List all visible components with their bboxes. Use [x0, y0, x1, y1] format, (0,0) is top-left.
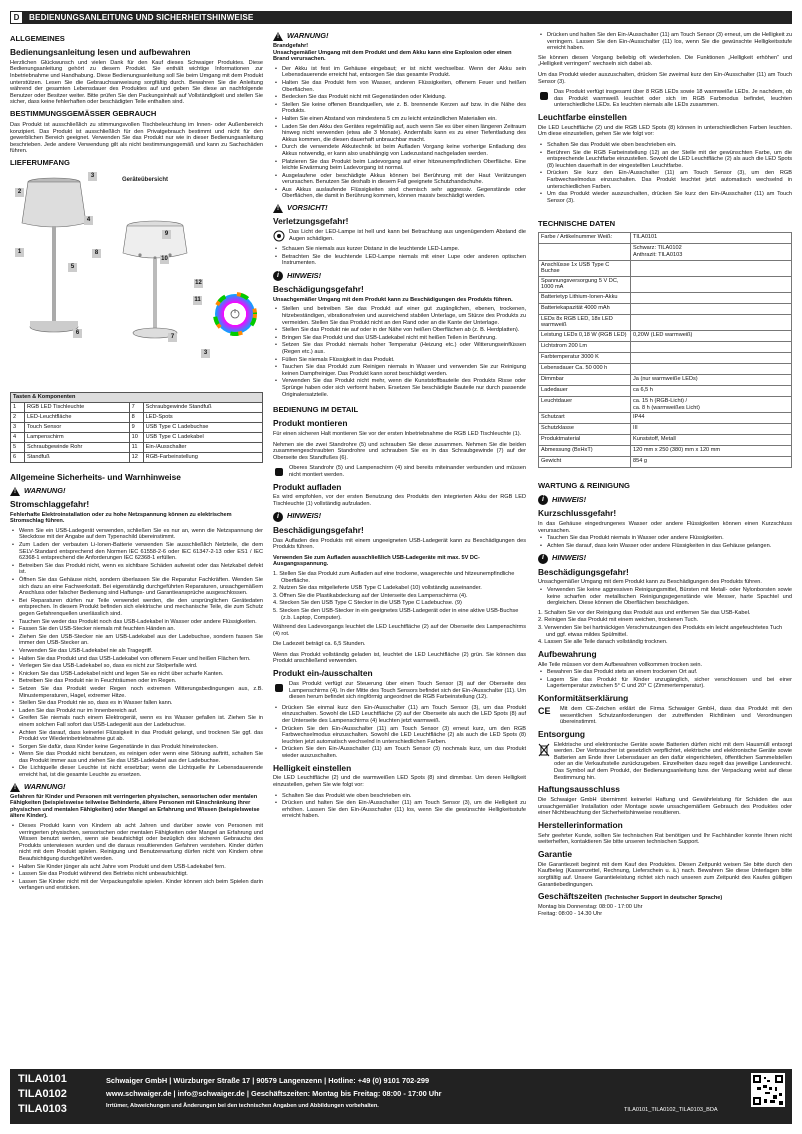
- info-icon: i: [273, 512, 283, 522]
- list-item: • Berühren Sie die RGB Farbeinstellung (12) an der Stelle mit der gewünschten Farbe, um die entsprechende Leuchtfarbe einzustellen. Sowohl die LED Leuchtfläche (2) als auch die LED Spots (8) leuchten dauerhaft in der eingestellten Leuchtfarbe.: [538, 150, 792, 170]
- warning-icon: !: [10, 487, 20, 496]
- callout: 3: [201, 349, 210, 358]
- step-item: 1. Schalten Sie vor der Reinigung das Produkt aus und entfernen Sie das USB-Kabel.: [538, 609, 751, 616]
- list-item: • Drücken und halten Sie den Ein-/Ausschalter (11) am Touch Sensor (3), um die Helligkeit zu erhöhen. Lassen Sie den Ein-/Ausschalter (11) los, wenn Sie die gewünschte Helligkeitsstufe erreicht haben.: [273, 800, 526, 820]
- list-item: • Füllen Sie niemals Flüssigkeit in das Produkt.: [273, 357, 526, 364]
- list-item: • Lassen Sie das Produkt während des Betriebs nicht unbeaufsichtigt.: [10, 871, 263, 878]
- section-allgemeines: ALLGEMEINES: [10, 34, 65, 43]
- hand-icon: [273, 682, 285, 694]
- list-item: • Tauchen Sie weder das Produkt noch das USB-Ladekabel in Wasser oder andere Flüssigkeiten.: [10, 619, 263, 626]
- company-contact: www.schwaiger.de | info@schwaiger.de | Geschäftszeiten: Montag bis Freitag: 08:00 - 17:00 Uhr: [106, 1089, 442, 1098]
- shock-subtitle: Fehlerhafte Elektroinstallation oder zu hohe Netzspannung können zu elektrischem Stromschlag führen.: [10, 511, 232, 525]
- model-numbers: [18, 1072, 67, 1117]
- spec-row: [539, 260, 792, 276]
- spec-row: [539, 292, 792, 303]
- short-circuit-list: [538, 535, 792, 549]
- language-letter: D: [10, 11, 23, 24]
- model-number: TILA0101: [18, 1073, 67, 1085]
- notice-label: i HINWEIS!: [538, 495, 792, 505]
- callout: 1: [15, 248, 24, 257]
- model-number: TILA0103: [18, 1103, 67, 1115]
- liability-text: Die Schwaiger GmbH übernimmt keinerlei Haftung und Gewährleistung für Schäden die aus unsachgemäßer Installation oder Montage sowie unsachgemäßem Gebrauch des Produktes oder einer Nichtbeachtung der Sicherheitshinweise resultieren.: [538, 797, 792, 817]
- conformity-note: CE Mit dem CE-Zeichen erklärt die Firma Schwaiger GmbH, dass das Produkt mit den wesentlichen Schutzanforderungen der zutreffenden Richtlinien und Verordnungen übereinstimmt.: [538, 705, 792, 726]
- list-item: • Stellen Sie das Produkt nie so, dass es in Wasser fallen kann.: [10, 700, 263, 707]
- spec-row: [539, 303, 792, 314]
- spec-row: [539, 233, 792, 244]
- list-item: • Wenn Sie ein USB-Ladegerät verwenden, schließen Sie es nur an, wenn die Netzspannung der Steckdose mit der Angabe auf dem Typenschild übereinstimmt.: [10, 528, 263, 541]
- spec-cell: ca 6,5 h: [631, 386, 792, 397]
- power-heading: Produkt ein-/ausschalten: [273, 668, 373, 679]
- tech-heading: TECHNISCHE DATEN: [538, 219, 616, 229]
- spec-row: [539, 244, 792, 260]
- spec-cell: Ja (nur warmweiße LEDs): [631, 375, 792, 386]
- spec-cell: [631, 342, 792, 353]
- column-2: [273, 32, 526, 896]
- disposal-heading: Entsorgung: [538, 728, 585, 739]
- list-item: • Bewahren Sie das Produkt stets an einem trockenen Ort auf.: [538, 669, 792, 676]
- scope-heading: LIEFERUMFANG: [10, 157, 70, 167]
- damage-subtitle: Unsachgemäßer Umgang mit dem Produkt kann zu Beschädigungen des Produkts führen.: [273, 296, 513, 303]
- spec-cell: [631, 292, 792, 303]
- callout: 5: [68, 263, 77, 272]
- warning-icon: !: [10, 783, 20, 792]
- spec-cell: Leistung LEDs 0,18 W (RGB LED): [539, 331, 631, 342]
- step-item: 1. Stellen Sie das Produkt zum Aufladen auf eine trockene, waagerechte und hitzeunempfindliche Oberfläche.: [273, 570, 515, 584]
- warning-label: ! WARNUNG!: [273, 32, 526, 41]
- column-1: [10, 32, 263, 896]
- spec-cell: [631, 276, 792, 292]
- injury-heading: Verletzungsgefahr!: [273, 216, 349, 227]
- lamp-drawing: [10, 171, 263, 386]
- caution-label: ! VORSICHT!: [273, 204, 526, 213]
- list-item: • Sorgen Sie dafür, dass Kinder keine Gegenstände in das Produkt hineinstecken.: [10, 744, 263, 751]
- spec-cell: [631, 303, 792, 314]
- step-item: 2. Reinigen Sie das Produkt mit einem weichen, trockenen Tuch.: [538, 617, 699, 624]
- step-item: 4. Stecken Sie den USB Type C Stecker in die USB Type C Ladebuchse. (9): [273, 600, 462, 607]
- list-item: • Tauchen Sie das Produkt niemals in Wasser oder andere Flüssigkeiten.: [538, 535, 792, 542]
- column-3: [538, 32, 792, 917]
- fire-subtitle: Unsachgemäßer Umgang mit dem Produkt und dem Akku kann eine Explosion oder einen Brand verursachen.: [273, 49, 512, 63]
- cleaning-steps: [538, 610, 792, 646]
- brightness-text-3: Um das Produkt wieder auszuschalten, drücken Sie zweimal kurz den Ein-/Ausschalter (11) am Touch Sensor (3).: [538, 71, 792, 85]
- warning-icon: !: [273, 32, 283, 41]
- led-note: Das Produkt verfügt insgesamt über 8 RGB LEDs sowie 18 warmweiße LEDs. Je nachdem, ob das Produkt warmweiß leuchtet oder sich im RGB Farbmodus befindet, leuchten unterschiedliche LEDs. Es leuchten niemals alle LEDs zusammen.: [538, 89, 792, 109]
- list-item: • Schauen Sie niemals aus kurzer Distanz in die leuchtende LED-Lampe.: [273, 246, 526, 253]
- spec-cell: Dimmbar: [539, 375, 631, 386]
- fire-list: [273, 66, 526, 200]
- list-item: • Ausgelaufene oder beschädigte Akkus können bei Berührung mit der Haut Verätzungen verursachen. Benutzen Sie deshalb in diesem Fall geeignete Schutzhandschuhe.: [273, 173, 526, 186]
- list-item: • Fassen Sie den USB-Stecker niemals mit feuchten Händen an.: [10, 626, 263, 633]
- callout: 8: [92, 249, 101, 258]
- list-item: • Drücken und halten Sie den Ein-/Ausschalter (11) am Touch Sensor (3) erneut, um die Helligkeit zu verringern. Lassen Sie den Ein-/Ausschalter (11) los, wenn Sie die gewünschte Helligkeitsstufe erreicht haben.: [538, 32, 792, 52]
- header-bar: [10, 11, 792, 24]
- disposal-note: Elektrische und elektronische Geräte sowie Batterien dürfen nicht mit dem Hausmüll entsorgt werden. Der Verbraucher ist gesetzlich verpflichtet, elektrische und elektronische Geräte sowie Batterien am Ende ihrer Lebensdauer an den dafür eingerichteten, öffentlichen Sammelstellen oder an die Verkaufsstelle zurückzugeben. Einzelheiten dazu regelt das jeweilige Landesrecht. Das Symbol auf dem Produkt, der Bedienungsanleitung bzw. der Verpackung weist auf diese Bestimmung hin.: [538, 742, 792, 782]
- damage-heading-3: Beschädigungsgefahr!: [538, 566, 629, 577]
- color-heading: Leuchtfarbe einstellen: [538, 111, 627, 122]
- table-row: 3 Touch Sensor 9 USB Type C Ladebuchse: [11, 422, 263, 432]
- list-item: • Drücken Sie einmal kurz den Ein-/Ausschalter (11) am Touch Sensor (3), um das Produkt einzuschalten. Sowohl die LED Leuchtfläche (2) auf der Oberseite als auch die LED Spots (8) auf der Unterseite des Lampenschirms (4) leuchten jetzt warmweiß.: [273, 705, 526, 725]
- notice-label: i HINWEIS!: [273, 512, 526, 522]
- callout: 7: [168, 333, 177, 342]
- list-item: • Lassen Sie Kinder nicht mit der Verpackungsfolie spielen. Kinder können sich beim Spielen darin verfangen und ersticken.: [10, 879, 263, 892]
- hand-icon: [538, 90, 550, 102]
- list-item: • Bedecken Sie das Produkt nicht mit Gegenständen oder Kleidung.: [273, 94, 526, 101]
- brightness-text: Die LED Leuchtfläche (2) und die warmweißen LED Spots (8) sind dimmbar. Um deren Helligkeit einzustellen, gehen Sie wie folgt vor:: [273, 775, 526, 789]
- shock-list: [10, 528, 263, 779]
- hours-line-2: Freitag: 08:00 - 14.30 Uhr: [538, 910, 603, 917]
- footer-bar: [10, 1069, 792, 1124]
- list-item: • Greifen Sie niemals nach einem Elektrogerät, wenn es ins Wasser gefallen ist. Ziehen Sie in einem solchen Fall sofort das USB-Ladegerät aus der Ladebuchse.: [10, 715, 263, 728]
- charge-steps: [273, 571, 526, 621]
- spec-cell: Farbe / Artikelnummer Weiß:: [539, 233, 631, 244]
- hours-line-1: Montag bis Donnerstag: 08:00 - 17:00 Uhr: [538, 904, 643, 911]
- damage-heading: Beschädigungsgefahr!: [273, 283, 364, 294]
- list-item: • Aus Akkus auslaufende Flüssigkeiten sind chemisch sehr aggressiv. Gegenstände oder Oberflächen, die damit in Berührung kommen, können massiv beschädigt werden.: [273, 187, 526, 200]
- spec-cell: Kunststoff, Metall: [631, 435, 792, 446]
- intended-use-text: Das Produkt ist ausschließlich zu stimmungsvollen Tischbeleuchtung im Innen- oder Außenbereich konzipiert. Das Produkt ist ausschließlich für den Privatgebrauch bestimmt und nicht für den gewerblichen Bereich geeignet. Verwenden Sie das Produkt nur wie in dieser Bedienungsanleitung beschrieben. Jede andere Verwendung gilt als nicht bestimmungsgemäß und kann zu Sachschäden führen.: [10, 121, 263, 155]
- spec-row: [539, 435, 792, 446]
- color-text: Die LED Leuchtfläche (2) und die RGB LED Spots (8) können in unterschiedlichen Farben leuchten. Um diese einzustellen, gehen Sie wie folgt vor:: [538, 124, 792, 138]
- conformity-heading: Konformitätserklärung: [538, 693, 629, 704]
- spec-cell: Abmessung (BxHxT): [539, 446, 631, 457]
- injury-list: [273, 246, 526, 267]
- list-item: • Bei Reparaturen dürfen nur Teile verwendet werden, die den ursprünglichen Gerätedaten entsprechen. In diesem Produkt befinden sich elektrische und mechanische Teile, die zum Schutz gegen Gefahrenquellen unerlässlich sind.: [10, 598, 263, 618]
- spec-row: [539, 331, 792, 342]
- callout: 3: [88, 172, 97, 181]
- spec-row: [539, 397, 792, 413]
- components-table: [10, 392, 263, 463]
- warranty-text: Die Garantiezeit beginnt mit dem Kauf des Produktes. Diesen Zeitpunkt weisen Sie bitte durch den Kaufbeleg (Kassenzettel, Rechnung, Lieferschein u. ä.) nach. Bewahren Sie diese Unterlagen bitte sorgfältig auf. Unsere Garantieleistung richtet sich nach unseren zum Zeitpunkt des Kaufes gültigen Garantiebedingungen.: [538, 861, 792, 888]
- list-item: • Betreiben Sie das Produkt nie in Feuchträumen oder im Regen.: [10, 678, 263, 685]
- charge-text-3: Die Ladezeit beträgt ca. 6,5 Stunden.: [273, 641, 366, 648]
- list-item: • Lagern Sie das Produkt für Kinder unzugänglich, sicher verschlossen und bei einer Lagertemperatur zwischen 5° C und 20° C (Zimmertemperatur).: [538, 677, 792, 690]
- list-item: • Bringen Sie das Produkt und das USB-Ladekabel nicht mit heißen Teilen in Berührung.: [273, 335, 526, 342]
- spec-cell: III: [631, 424, 792, 435]
- manufacturer-text: Sehr geehrter Kunde, sollten Sie technischen Rat benötigen und Ihr Fachhändler konnte Ihnen nicht weiterhelfen, kontaktieren Sie bitte unseren technischen Support.: [538, 832, 792, 846]
- spec-cell: Lebensdauer Ca. 50 000 h: [539, 364, 631, 375]
- list-item: • Achten Sie darauf, dass kein Wasser oder andere Flüssigkeiten in das Gehäuse gelangen.: [538, 543, 792, 550]
- table-row: 2 LED-Leuchtfläche 8 LED-Spots: [11, 412, 263, 422]
- list-item: • Die Lichtquelle dieser Leuchte ist nicht ersetzbar; wenn die Lichtquelle ihr Lebensdauerende erreicht hat, ist die gesamte Leuchte zu ersetzen.: [10, 765, 263, 778]
- list-item: • Öffnen Sie das Gehäuse nicht, sondern überlassen Sie die Reparatur Fachkräften. Wenden Sie sich dazu an eine Fachwerkstatt. Bei eigenständig durchgeführten Reparaturen, unsachgemäßem Anschluss oder falscher Bedienung sind Haftungs- und Garantieansprüche ausgeschlossen.: [10, 577, 263, 597]
- maintenance-heading: WARTUNG & REINIGUNG: [538, 481, 630, 491]
- document-title: BEDIENUNGSANLEITUNG UND SICHERHEITSHINWEISE: [29, 12, 254, 22]
- brightness-list-cont: [538, 32, 792, 52]
- document-code: TILA0101_TILA0102_TILA0103_BDA: [624, 1107, 718, 1113]
- spec-row: [539, 413, 792, 424]
- step-item: 5. Stecken Sie den USB-Stecker in ein geeignetes USB-Ladegerät oder in eine aktive USB-Buchse (z.b. Laptop, Computer).: [273, 607, 519, 621]
- brightness-heading: Helligkeit einstellen: [273, 762, 352, 773]
- list-item: • Laden Sie den Akku des Gerätes regelmäßig auf, auch wenn Sie es über einen längeren Zeitraum hinweg nicht verwenden (etwa alle 3 Monate). Andernfalls kann es zu einer Tiefentladung des Akkus kommen, die diesen dauerhaft unbrauchbar macht.: [273, 124, 526, 144]
- storage-text: Alle Teile müssen vor dem Aufbewahren vollkommen trocken sein.: [538, 661, 703, 668]
- list-item: • Setzen Sie das Produkt weder Regen noch extremen Witterungsbedingungen aus, z.B. Minustemperaturen, Hagel, extremer Hitze.: [10, 686, 263, 699]
- manufacturer-heading: Herstellerinformation: [538, 819, 623, 830]
- callout: 4: [84, 216, 93, 225]
- fire-heading: Brandgefahr!: [273, 43, 309, 49]
- disclaimer: Irrtümer, Abweichungen und Änderungen bei den technischen Angaben und Abbildungen vorbehalten.: [106, 1103, 379, 1109]
- spec-cell: 120 mm x 250 (380) mm x 120 mm: [631, 446, 792, 457]
- notice-label: i HINWEIS!: [273, 271, 526, 281]
- power-list: [273, 705, 526, 760]
- spec-row: [539, 353, 792, 364]
- list-item: • Halten Sie einen Abstand von mindestens 5 cm zu leicht entzündlichen Materialien ein.: [273, 116, 526, 123]
- mount-heading: Produkt montieren: [273, 418, 348, 429]
- spec-cell: Schutzklasse: [539, 424, 631, 435]
- spec-cell: [539, 244, 631, 260]
- spec-cell: Produktmaterial: [539, 435, 631, 446]
- color-list: [538, 142, 792, 204]
- info-icon: i: [538, 495, 548, 505]
- spec-cell: LEDs 8x RGB LED, 18x LED warmweiß: [539, 314, 631, 330]
- children-list: [10, 823, 263, 892]
- spec-cell: ca. 15 h (RGB-Licht) / ca. 8 h (warmweißes Licht): [631, 397, 792, 413]
- callout: 12: [195, 279, 202, 286]
- mount-text-2: Nehmen sie die zwei Standrohre (5) und schrauben Sie diese zusammen. Nehmen Sie die beiden zusammengeschraubten Standrohre und schrauben Sie es in das Schraubgewinde (7) auf der Oberseite des Standfußes (6).: [273, 441, 526, 461]
- spec-cell: Farbtemperatur 3000 K: [539, 353, 631, 364]
- spec-row: [539, 424, 792, 435]
- damage-list: [273, 306, 526, 398]
- table-header: Tasten & Komponenten: [11, 392, 263, 402]
- spec-row: [539, 375, 792, 386]
- list-item: • Halten Sie das Produkt fern von Wasser, anderen Flüssigkeiten, offenem Feuer und heißen Oberflächen.: [273, 80, 526, 93]
- qr-code-icon: [751, 1073, 785, 1107]
- spec-cell: Schutzart: [539, 413, 631, 424]
- company-address: Schwaiger GmbH | Würzburger Straße 17 | 90579 Langenzenn | Hotline: +49 (0) 9101 702-299: [106, 1076, 430, 1085]
- operation-heading: BEDIENUNG IM DETAIL: [273, 405, 359, 415]
- charge-bold: Verwenden Sie zum Aufladen ausschließlich USB-Ladegeräte mit max. 5V DC-Ausgangsspannung.: [273, 554, 480, 568]
- list-item: • Wenn Sie das Produkt nicht benutzen, es reinigen oder wenn eine Störung auftritt, schalten Sie das Produkt immer aus und ziehen Sie das USB-Ladekabel aus der Ladebuchse.: [10, 751, 263, 764]
- mount-note: Oberes Standrohr (5) und Lampenschirm (4) sind bereits miteinander verbunden und müssen nicht montiert werden.: [273, 465, 526, 478]
- shock-heading: Stromschlaggefahr!: [10, 498, 90, 509]
- list-item: • Betreiben Sie das Produkt nicht, wenn es sichtbare Schäden aufweist oder das Netzkabel defekt ist.: [10, 563, 263, 576]
- charge-heading: Produkt aufladen: [273, 481, 342, 492]
- model-number: TILA0102: [18, 1088, 67, 1100]
- spec-table: [538, 232, 792, 468]
- charge-text-2: Während des Ladevorgangs leuchtet die LED Leuchtfläche (2) auf der Oberseite des Lampenschirms (4) rot.: [273, 624, 526, 637]
- spec-cell: Anschlüsse 1x USB Type C Buchse: [539, 260, 631, 276]
- spec-cell: IP44: [631, 413, 792, 424]
- spec-cell: [631, 364, 792, 375]
- hand-icon: [273, 466, 285, 478]
- notice-label: i HINWEIS!: [538, 554, 792, 564]
- callout: 11: [194, 296, 201, 303]
- callout: 6: [73, 329, 82, 338]
- short-circuit-heading: Kurzschlussgefahr!: [538, 508, 617, 519]
- spec-cell: Spannungsversorgung 5 V DC, 1000 mA: [539, 276, 631, 292]
- device-illustration: [10, 171, 263, 386]
- brightness-list: [273, 793, 526, 820]
- spec-row: [539, 457, 792, 468]
- warning-label: ! WARNUNG!: [10, 487, 263, 496]
- storage-heading: Aufbewahrung: [538, 648, 597, 659]
- list-item: • Stellen Sie keine offenen Brandquellen, wie z. B. brennende Kerzen auf bzw. in die Nähe des Produkts.: [273, 102, 526, 115]
- spec-cell: 0,20W (LED warmweiß): [631, 331, 792, 342]
- step-item: 4. Lassen Sie alle Teile danach vollständig trocknen.: [538, 639, 668, 646]
- list-item: • Drücken Sie den Ein-/Ausschalter (11) am Touch Sensor (3) nochmals kurz, um das Produkt wieder auszuschalten.: [273, 746, 526, 759]
- spec-cell: Batteriekapazität 4000 mAh: [539, 303, 631, 314]
- list-item: • Verwenden Sie das USB-Ladekabel nie als Tragegriff.: [10, 648, 263, 655]
- safety-heading: Allgemeine Sicherheits- und Warnhinweise: [10, 471, 181, 482]
- children-subtitle: Gefahren für Kinder und Personen mit verringerten physischen, sensorischen oder mentalen Fähigkeiten (beispielsweise teilweise Behinderte, ältere Personen mit Einschränkung ihrer physischen und mentalen Fähigkeiten) oder Mangel an Erfahrung und Wissen (beispielsweise ältere Kinder).: [10, 793, 260, 820]
- brightness-text-2: Sie können diesen Vorgang beliebig oft wiederholen. Die Funktionen „Helligkeit erhöhen“ und „Helligkeit verringern“ wechseln sich dabei ab.: [538, 54, 792, 68]
- list-item: • Verlegen Sie das USB-Ladekabel so, dass es nicht zur Stolperfalle wird.: [10, 663, 263, 670]
- list-item: • Setzen Sie das Produkt niemals hoher Temperatur (Heizung etc.) oder Witterungseinflüssen (Regen etc.) aus.: [273, 342, 526, 355]
- step-item: 3. Öffnen Sie die Plastikabdeckung auf der Unterseite des Lampenschirms (4).: [273, 592, 468, 599]
- spec-cell: 854 g: [631, 457, 792, 468]
- spec-cell: Gewicht: [539, 457, 631, 468]
- power-note: Das Produkt verfügt zur Steuerung über einen Touch Sensor (3) auf der Oberseite des Lampenschirms (4). In der Mitte des Touch Sensors befindet sich der Ein-/Ausschalter (11). Um diesen herum befindet sich ringförmig angeordnet die RGB Farbeinstellung (12).: [273, 681, 526, 701]
- spec-cell: Lichtstrom 200 Lm: [539, 342, 631, 353]
- damage-text-3: Unsachgemäßer Umgang mit dem Produkt kann zu Beschädigungen des Produkts führen.: [538, 579, 762, 586]
- step-item: 3. Verwenden Sie bei hartnäckigen Verschmutzungen des Produkts ein leicht angefeuchtetes Tuch und ggf. etwas mildes Spülmittel.: [538, 624, 783, 638]
- intended-use-heading: BESTIMMUNGSGEMÄSSER GEBRAUCH: [10, 109, 157, 119]
- list-item: • Schalten Sie das Produkt wie oben beschrieben ein.: [273, 793, 526, 800]
- spec-row: [539, 314, 792, 330]
- ce-mark-icon: CE: [538, 705, 551, 716]
- list-item: • Um das Produkt wieder auszuschalten, drücken Sie kurz den Ein-/Ausschalter (11) am Touch Sensor (3).: [538, 191, 792, 204]
- charge-text: Es wird empfohlen, vor der ersten Benutzung des Produkts den integrierten Akku der RGB LED Tischleuchte (1) vollständig aufzuladen.: [273, 494, 526, 508]
- spec-cell: Batterietyp Lithium-Ionen-Akku: [539, 292, 631, 303]
- list-item: • Platzieren Sie das Produkt beim Ladevorgang auf einer hitzeunempfindlichen Oberfläche. Eine leichte Erwärmung beim Ladevorgang ist normal.: [273, 159, 526, 172]
- info-icon: i: [538, 554, 548, 564]
- list-item: • Schalten Sie das Produkt wie oben beschrieben ein.: [538, 142, 792, 149]
- table-row: 1 RGB LED Tischleuchte 7 Schraubgewinde Standfuß: [11, 402, 263, 412]
- spec-row: [539, 364, 792, 375]
- spec-cell: Schwarz: TILA0102 Anthrazit: TILA0103: [631, 244, 792, 260]
- damage-list-3: [538, 587, 792, 607]
- short-circuit-text: In das Gehäuse eingedrungenes Wasser oder andere Flüssigkeiten können einen Kurzschluss verursachen.: [538, 521, 792, 534]
- list-item: • Dieses Produkt kann von Kindern ab acht Jahren und darüber sowie von Personen mit verringerten physischen, sensorischen oder mentalen Fähigkeiten oder Mangel an Erfahrung und Wissen benutzt werden, wenn sie beaufsichtigt oder bezüglich des sicheren Gebrauchs des Produkts unterwiesen wurden und die daraus resultierenden Gefahren verstehen. Kinder dürfen nicht mit dem Produkt spielen. Reinigung und Benutzerwartung dürfen nicht von Kindern ohne Beaufsichtigung durchgeführt werden.: [10, 823, 263, 863]
- list-item: • Verwenden Sie das Produkt nicht mehr, wenn die Kunststoffbauteile des Produkts Risse oder Sprünge haben oder sich verformt haben. Ersetzen Sie beschädigte Bauteile nur durch passende Originalersatzteile.: [273, 378, 526, 398]
- warning-label: ! WARNUNG!: [10, 783, 263, 792]
- list-item: • Der Akku ist fest im Gehäuse eingebaut; er ist nicht wechselbar. Wenn der Akku sein Lebensdauerende erreicht hat, entsorgen Sie das gesamte Produkt.: [273, 66, 526, 79]
- list-item: • Stellen und betreiben Sie das Produkt auf einer gut zugänglichen, ebenen, trockenen, hitzebeständigen, vibrationsfreien und ausreichend stabilen Unterlage, um Stürze des Produkts zu vermeiden. Stellen Sie das Produkt nicht an den Rand oder an die Kante der Unterlage.: [273, 306, 526, 326]
- spec-cell: [631, 260, 792, 276]
- company-info: [106, 1074, 442, 1113]
- charge-text-4: Wenn das Produkt vollständig geladen ist, leuchtet die LED Leuchtfläche (2) grün. Sie können das Produkt anschließend verwenden.: [273, 651, 526, 665]
- list-item: • Tauchen Sie das Produkt zum Reinigen niemals in Wasser und verwenden Sie zur Reinigung keinen Dampfreiniger. Das Produkt kann sonst beschädigt werden.: [273, 364, 526, 377]
- read-manual-text: Herzlichen Glückwunsch und vielen Dank für den Kauf dieses Schwaiger Produktes. Diese Bedienungsanleitung gehört zu diesem Produkt. Sie enthält wichtige Informationen zur Inbetriebnahme und Handhabung. Diese Bedienungsanleitung soll Sie beim Umgang mit dem Produkt unterstützen. Lesen Sie die Gebrauchsanweisung sorgfältig durch. Bewahren Sie die Anleitung während der gesamten Lebensdauer des Produktes auf und geben Sie diese an nachfolgende Benutzer oder Besitzer weiter. Bitte prüfen Sie den Packungsinhalt auf Vollständigkeit und stellen Sie sicher, dass keine fehlerhaften oder beschädigten Teile enthalten sind.: [10, 59, 263, 106]
- charge-note: Das Aufladen des Produkts mit einem ungeeigneten USB-Ladegerät kann zu Beschädigungen des Produkts führen.: [273, 537, 526, 551]
- table-row: 4 Lampenschirm 10 USB Type C Ladekabel: [11, 432, 263, 442]
- hours-heading: Geschäftszeiten (Technischer Support in deutscher Sprache): [538, 891, 723, 902]
- overview-caption: Geräteübersicht: [122, 176, 169, 183]
- callout: 2: [15, 188, 24, 197]
- list-item: • Laden Sie das Produkt nur im Innenbereich auf.: [10, 708, 263, 715]
- spec-cell: Ladedauer: [539, 386, 631, 397]
- list-item: • Achten Sie darauf, dass keinerlei Flüssigkeit in das Produkt gelangt, und trocknen Sie ggf. das Produkt vor Wiederinbetriebnahme gut ab.: [10, 730, 263, 743]
- mount-text-1: Für einen sicheren Halt montieren Sie vor der ersten Inbetriebnahme die RGB LED Tischleuchte (1).: [273, 431, 522, 438]
- charge-damage-heading: Beschädigungsgefahr!: [273, 524, 364, 535]
- spec-cell: TILA0101: [631, 233, 792, 244]
- list-item: • Ziehen Sie den USB-Stecker nie am USB-Ladekabel aus der Ladebuchse, sondern fassen Sie immer den USB-Stecker an.: [10, 634, 263, 647]
- list-item: • Verwenden Sie keine aggressiven Reinigungsmittel, Bürsten mit Metall- oder Nylonborsten sowie keine scharfen oder metallischen Reinigungsgegenstände wie Messer, harte Spachtel und dergleichen. Diese können die Oberflächen beschädigen.: [538, 587, 792, 607]
- list-item: • Zum Laden der verbauten Li-Ionen-Batterie verwenden Sie ausschließlich Netzteile, die dem SELV-Standard entsprechend den Normen IEC 61558-2-6 oder IEC 61347-2-13 oder ES1 / IEC 62368-1 entsprechend die Anforderungen IEC 62368-1 erfüllen.: [10, 542, 263, 562]
- list-item: • Durch die verwendete Akkutechnik ist beim Aufladen Vorgang keine vorherige Entladung des Akkus notwendig, er kann also unabhängig von Ladezustand nachgeladen werden.: [273, 144, 526, 157]
- caution-icon: !: [273, 204, 283, 213]
- list-item: • Knicken Sie das USB-Ladekabel nicht und legen Sie es nicht über scharfe Kanten.: [10, 671, 263, 678]
- spec-row: [539, 342, 792, 353]
- callout: 9: [162, 230, 171, 239]
- step-item: 2. Nutzen Sie das mitgelieferte USB Type C Ladekabel (10) vollständig auseinander.: [273, 585, 482, 592]
- liability-heading: Haftungsausschluss: [538, 784, 620, 795]
- list-item: • Drücken Sie den Ein-/Ausschalter (11) am Touch Sensor (3) erneut kurz, um den RGB Farbwechselmodus einzuschalten. Sowohl die LED Leuchtfläche (2) als auch die LED Spots (8) leuchten jetzt automatisch wechselnd in unterschiedlichen Farben.: [273, 726, 526, 746]
- spec-row: [539, 446, 792, 457]
- list-item: • Betrachten Sie die leuchtende LED-Lampe niemals mit einer Lupe oder anderen optischen Instrumenten.: [273, 254, 526, 267]
- eye-light-icon: [273, 230, 285, 242]
- list-item: • Stellen Sie das Produkt nie auf oder in der Nähe von heißen Oberflächen ab (z. B. Herdplatten).: [273, 327, 526, 334]
- list-item: • Halten Sie Kinder jünger als acht Jahre vom Produkt und dem USB-Ladekabel fern.: [10, 864, 263, 871]
- info-icon: i: [273, 271, 283, 281]
- crossed-bin-icon: [538, 743, 550, 757]
- storage-list: [538, 669, 792, 690]
- list-item: • Halten Sie das Produkt und das USB-Ladekabel von offenem Feuer und heißen Flächen fern.: [10, 656, 263, 663]
- table-row: 6 Standfuß 12 RGB-Farbeinstellung: [11, 452, 263, 462]
- callout: 10: [161, 255, 168, 262]
- spec-cell: Leuchtdauer: [539, 397, 631, 413]
- table-row: 5 Schraubgewinde Rohr 11 Ein-/Ausschalter: [11, 442, 263, 452]
- warranty-heading: Garantie: [538, 848, 572, 859]
- list-item: • Drücken Sie kurz den Ein-/Ausschalter (11) am Touch Sensor (3), um den RGB Farbwechselmodus einzuschalten. Das Produkt leuchtet jetzt automatisch wechselnd in unterschiedlichen Farben.: [538, 170, 792, 190]
- spec-cell: [631, 314, 792, 330]
- injury-note: Das Licht der LED-Lampe ist hell und kann bei Betrachtung aus ungenügendem Abstand die Augen schädigen.: [273, 229, 526, 242]
- spec-row: [539, 386, 792, 397]
- read-manual-heading: Bedienungsanleitung lesen und aufbewahren: [10, 46, 191, 57]
- spec-cell: [631, 353, 792, 364]
- spec-row: [539, 276, 792, 292]
